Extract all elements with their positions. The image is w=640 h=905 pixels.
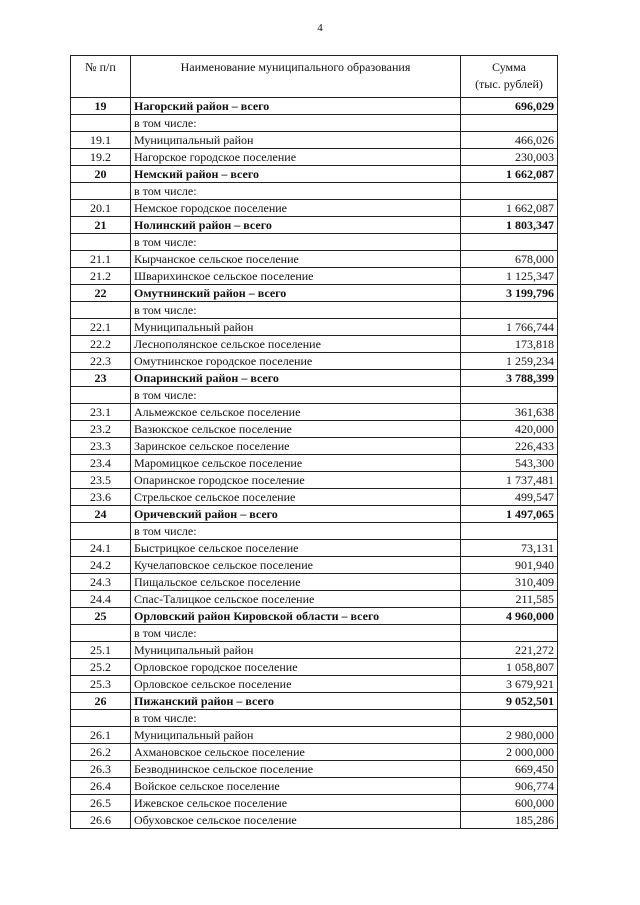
page-number: 4	[317, 22, 323, 34]
row-sum	[461, 115, 558, 132]
table-row	[71, 693, 558, 710]
table-row	[71, 591, 558, 608]
row-name: Нолинский район – всего	[131, 217, 461, 234]
row-number	[71, 387, 131, 404]
row-sum: 1 497,065	[461, 506, 558, 523]
table-row	[71, 608, 558, 625]
table-row	[71, 557, 558, 574]
table-row	[71, 472, 558, 489]
table-row	[71, 761, 558, 778]
row-number: 22.1	[71, 319, 131, 336]
table-row	[71, 625, 558, 642]
table-body	[71, 98, 558, 829]
row-number: 26.2	[71, 744, 131, 761]
row-name: Омутнинское городское поселение	[131, 353, 461, 370]
row-sum: 3 679,921	[461, 676, 558, 693]
table-row	[71, 710, 558, 727]
row-sum: 906,774	[461, 778, 558, 795]
row-sum: 1 737,481	[461, 472, 558, 489]
table-row	[71, 421, 558, 438]
row-name: Орловское сельское поселение	[131, 676, 461, 693]
table-row	[71, 132, 558, 149]
table-header	[71, 56, 558, 98]
row-sum: 696,029	[461, 98, 558, 115]
table-row	[71, 506, 558, 523]
row-name: Кырчанское сельское поселение	[131, 251, 461, 268]
table-row	[71, 166, 558, 183]
row-name: Вазюкское сельское поселение	[131, 421, 461, 438]
row-number: 21.2	[71, 268, 131, 285]
row-name: в том числе:	[131, 710, 461, 727]
row-name: Нагорский район – всего	[131, 98, 461, 115]
row-sum	[461, 234, 558, 251]
row-sum: 73,131	[461, 540, 558, 557]
row-number: 26.6	[71, 812, 131, 829]
header-number: № п/п	[71, 56, 131, 98]
table-row	[71, 727, 558, 744]
table-row	[71, 523, 558, 540]
row-number: 24.2	[71, 557, 131, 574]
row-sum: 1 803,347	[461, 217, 558, 234]
row-sum: 230,003	[461, 149, 558, 166]
table-row	[71, 659, 558, 676]
table-row	[71, 217, 558, 234]
table-row	[71, 183, 558, 200]
row-name: Немский район – всего	[131, 166, 461, 183]
row-sum: 1 662,087	[461, 166, 558, 183]
row-sum: 678,000	[461, 251, 558, 268]
row-sum: 499,547	[461, 489, 558, 506]
row-number: 25.3	[71, 676, 131, 693]
table-row	[71, 540, 558, 557]
row-name: в том числе:	[131, 234, 461, 251]
row-number: 24.4	[71, 591, 131, 608]
row-name: в том числе:	[131, 625, 461, 642]
table-row	[71, 574, 558, 591]
row-name: Орловское городское поселение	[131, 659, 461, 676]
row-number: 23.1	[71, 404, 131, 421]
header-sum-unit: (тыс. рублей)	[475, 77, 543, 91]
row-name: Ижевское сельское поселение	[131, 795, 461, 812]
row-name: Шварихинское сельское поселение	[131, 268, 461, 285]
row-sum	[461, 625, 558, 642]
table-row	[71, 115, 558, 132]
row-sum: 1 662,087	[461, 200, 558, 217]
row-number: 19.2	[71, 149, 131, 166]
row-name: в том числе:	[131, 523, 461, 540]
row-sum	[461, 523, 558, 540]
table-row	[71, 302, 558, 319]
table-row	[71, 438, 558, 455]
row-sum: 173,818	[461, 336, 558, 353]
row-name: в том числе:	[131, 183, 461, 200]
table-row	[71, 353, 558, 370]
row-sum: 1 058,807	[461, 659, 558, 676]
row-name: Орловский район Кировской области – всего	[131, 608, 461, 625]
row-name: Муниципальный район	[131, 727, 461, 744]
row-name: Маромицкое сельское поселение	[131, 455, 461, 472]
row-number: 23.6	[71, 489, 131, 506]
row-sum: 4 960,000	[461, 608, 558, 625]
row-name: Муниципальный район	[131, 319, 461, 336]
table-row	[71, 744, 558, 761]
row-number	[71, 115, 131, 132]
table-row	[71, 778, 558, 795]
row-name: Опаринский район – всего	[131, 370, 461, 387]
table-row	[71, 642, 558, 659]
row-sum: 466,026	[461, 132, 558, 149]
row-number: 24.3	[71, 574, 131, 591]
table-row	[71, 387, 558, 404]
row-number: 26.5	[71, 795, 131, 812]
row-sum: 2 980,000	[461, 727, 558, 744]
row-sum	[461, 387, 558, 404]
row-sum: 1 766,744	[461, 319, 558, 336]
header-name: Наименование муниципального образования	[131, 56, 461, 98]
row-name: Леснополянское сельское поселение	[131, 336, 461, 353]
row-name: Пижанский район – всего	[131, 693, 461, 710]
row-name: Муниципальный район	[131, 132, 461, 149]
row-name: в том числе:	[131, 115, 461, 132]
budget-table	[70, 55, 558, 829]
row-name: Кучелаповское сельское поселение	[131, 557, 461, 574]
row-number: 19	[71, 98, 131, 115]
row-number: 26	[71, 693, 131, 710]
row-name: Немское городское поселение	[131, 200, 461, 217]
row-number	[71, 710, 131, 727]
row-sum: 3 199,796	[461, 285, 558, 302]
table-row	[71, 455, 558, 472]
table-row	[71, 251, 558, 268]
row-number: 20.1	[71, 200, 131, 217]
row-number: 21	[71, 217, 131, 234]
row-number: 23.5	[71, 472, 131, 489]
table-row	[71, 268, 558, 285]
row-number: 26.3	[71, 761, 131, 778]
row-name: в том числе:	[131, 302, 461, 319]
row-number: 22	[71, 285, 131, 302]
table-row	[71, 676, 558, 693]
row-sum: 600,000	[461, 795, 558, 812]
table-row	[71, 336, 558, 353]
row-name: Быстрицкое сельское поселение	[131, 540, 461, 557]
table-row	[71, 489, 558, 506]
header-row	[71, 56, 558, 98]
row-sum: 2 000,000	[461, 744, 558, 761]
table-row	[71, 98, 558, 115]
row-number: 24.1	[71, 540, 131, 557]
table-row	[71, 149, 558, 166]
row-number: 23.2	[71, 421, 131, 438]
row-name: Ахмановское сельское поселение	[131, 744, 461, 761]
row-sum: 1 259,234	[461, 353, 558, 370]
row-number: 21.1	[71, 251, 131, 268]
row-number: 25.1	[71, 642, 131, 659]
row-number: 23.4	[71, 455, 131, 472]
row-number	[71, 183, 131, 200]
row-sum: 901,940	[461, 557, 558, 574]
row-number	[71, 302, 131, 319]
row-number: 26.1	[71, 727, 131, 744]
row-sum: 185,286	[461, 812, 558, 829]
row-sum: 221,272	[461, 642, 558, 659]
row-number: 25.2	[71, 659, 131, 676]
row-name: Опаринское городское поселение	[131, 472, 461, 489]
header-sum-title: Сумма	[492, 60, 526, 74]
row-sum: 420,000	[461, 421, 558, 438]
row-sum: 669,450	[461, 761, 558, 778]
row-number: 26.4	[71, 778, 131, 795]
row-number: 22.2	[71, 336, 131, 353]
row-sum: 9 052,501	[461, 693, 558, 710]
row-name: Безводнинское сельское поселение	[131, 761, 461, 778]
row-sum: 3 788,399	[461, 370, 558, 387]
row-sum	[461, 302, 558, 319]
row-sum: 226,433	[461, 438, 558, 455]
row-name: Нагорское городское поселение	[131, 149, 461, 166]
row-sum: 211,585	[461, 591, 558, 608]
row-number: 24	[71, 506, 131, 523]
row-number: 23	[71, 370, 131, 387]
row-sum: 361,638	[461, 404, 558, 421]
row-name: Альмежское сельское поселение	[131, 404, 461, 421]
row-name: Войское сельское поселение	[131, 778, 461, 795]
row-name: Спас-Талицкое сельское поселение	[131, 591, 461, 608]
table-row	[71, 812, 558, 829]
row-number: 19.1	[71, 132, 131, 149]
table-row	[71, 404, 558, 421]
table-row	[71, 319, 558, 336]
row-name: Пищальское сельское поселение	[131, 574, 461, 591]
row-name: Муниципальный район	[131, 642, 461, 659]
row-number: 25	[71, 608, 131, 625]
row-sum	[461, 710, 558, 727]
row-sum: 543,300	[461, 455, 558, 472]
table-row	[71, 795, 558, 812]
table-row	[71, 370, 558, 387]
table-row	[71, 234, 558, 251]
table-row	[71, 200, 558, 217]
row-name: Стрельское сельское поселение	[131, 489, 461, 506]
row-name: Омутнинский район – всего	[131, 285, 461, 302]
header-sum	[461, 56, 558, 98]
row-name: в том числе:	[131, 387, 461, 404]
row-sum: 1 125,347	[461, 268, 558, 285]
row-number: 23.3	[71, 438, 131, 455]
table-row	[71, 285, 558, 302]
row-sum: 310,409	[461, 574, 558, 591]
row-number: 20	[71, 166, 131, 183]
row-number	[71, 523, 131, 540]
row-name: Заринское сельское поселение	[131, 438, 461, 455]
row-name: Обуховское сельское поселение	[131, 812, 461, 829]
row-number	[71, 234, 131, 251]
row-sum	[461, 183, 558, 200]
row-number: 22.3	[71, 353, 131, 370]
row-name: Оричевский район – всего	[131, 506, 461, 523]
row-number	[71, 625, 131, 642]
